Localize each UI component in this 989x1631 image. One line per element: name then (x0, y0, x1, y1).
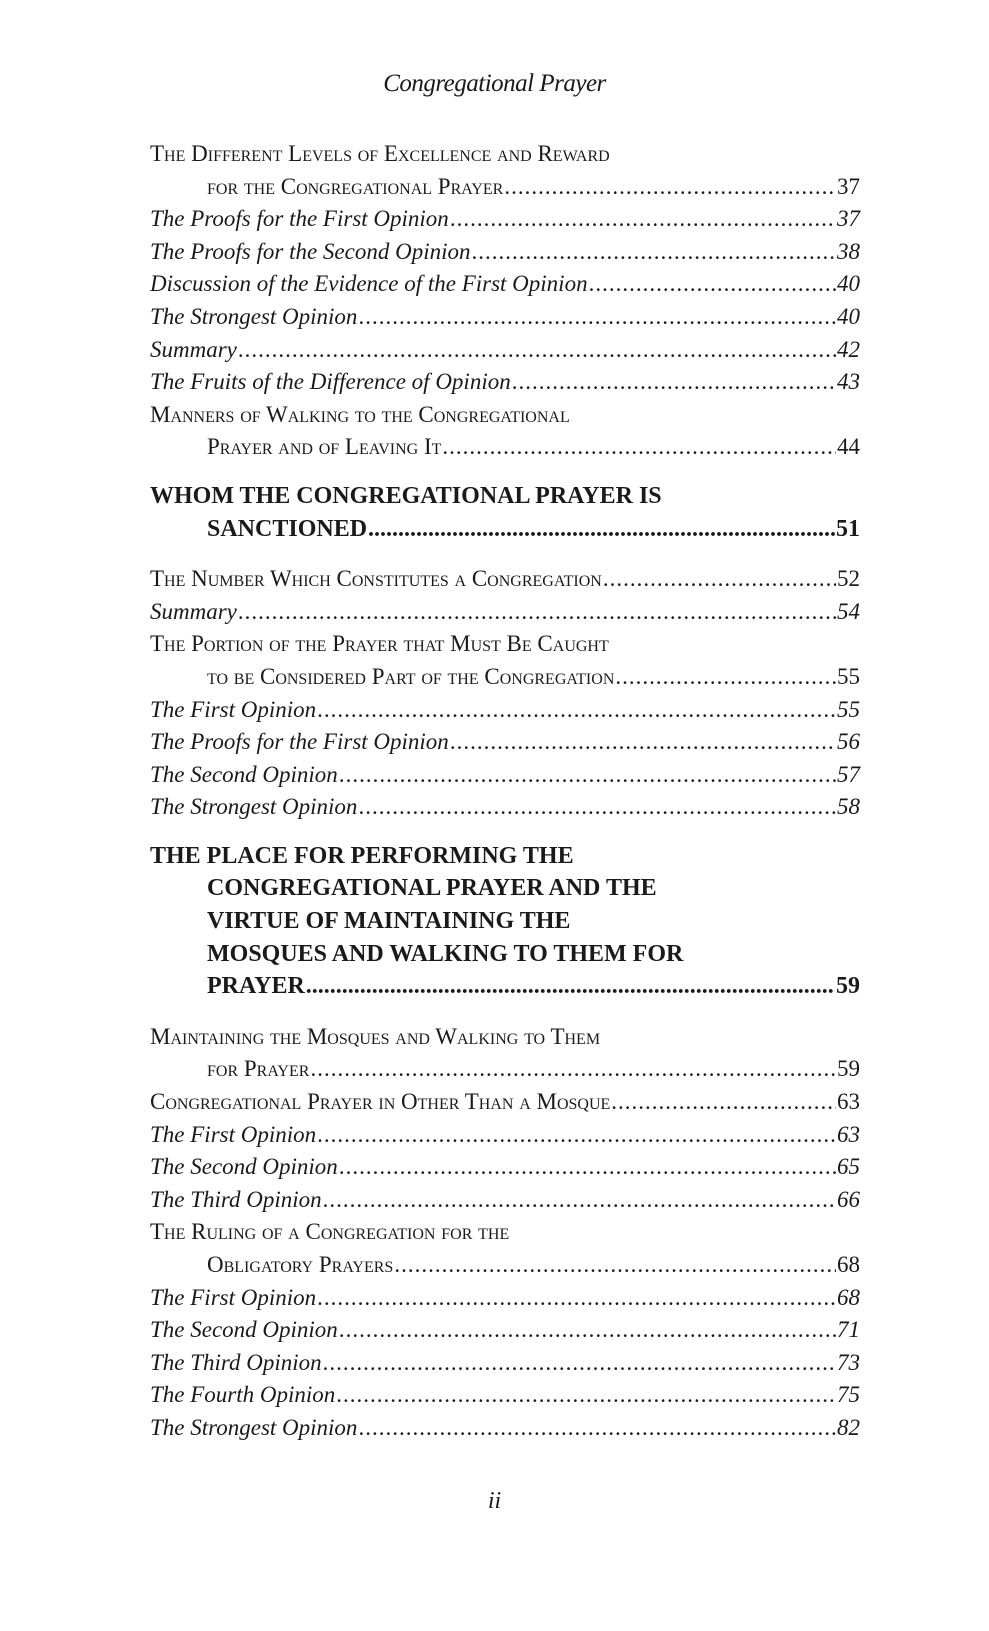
dot-leader (238, 596, 836, 629)
toc-entry-title: The Proofs for the First Opinion (150, 206, 449, 232)
dot-leader (589, 268, 836, 301)
toc-entry-title: Maintaining the Mosques and Walking to Them (150, 1023, 601, 1049)
toc-page-number: 37 (837, 173, 860, 199)
toc-entry-line (150, 1412, 860, 1445)
table-of-contents (150, 138, 860, 1445)
toc-entry-line (150, 1347, 860, 1380)
dot-leader (615, 661, 836, 694)
toc-entry-line (150, 513, 860, 546)
toc-entry[interactable] (150, 1119, 860, 1152)
toc-entry-line (150, 872, 860, 905)
toc-entry-title: for the Congregational Prayer (207, 173, 504, 199)
toc-page-number: 63 (837, 1121, 860, 1147)
toc-entry-title: The Proofs for the Second Opinion (150, 238, 471, 264)
toc-chapter-entry[interactable] (150, 840, 860, 1003)
toc-entry-title: CONGREGATIONAL PRAYER AND THE (207, 875, 657, 902)
toc-entry-title: The Ruling of a Congregation for the (150, 1219, 510, 1245)
dot-leader (358, 301, 836, 334)
toc-page-number: 63 (837, 1089, 860, 1115)
toc-page-number: 37 (837, 206, 860, 232)
toc-entry-title: Summary (150, 598, 237, 624)
toc-entry[interactable] (150, 399, 860, 464)
toc-entry-line (150, 628, 860, 661)
toc-entry-line (150, 268, 860, 301)
dot-leader (471, 236, 836, 269)
dot-leader (317, 1282, 836, 1315)
toc-entry-line (150, 1086, 860, 1119)
toc-page-number: 82 (837, 1414, 860, 1440)
toc-page-number: 54 (837, 598, 860, 624)
toc-entry[interactable] (150, 1347, 860, 1380)
toc-page-number: 68 (837, 1252, 860, 1277)
toc-entry-line (150, 301, 860, 334)
toc-entry-line (150, 759, 860, 792)
toc-entry-title: for Prayer (207, 1056, 310, 1082)
toc-entry-title: to be Considered Part of the Congregation (207, 663, 615, 689)
toc-entry-title: The First Opinion (150, 1121, 317, 1147)
toc-entry[interactable] (150, 1282, 860, 1315)
toc-page-number: 42 (837, 336, 860, 362)
toc-entry[interactable] (150, 563, 860, 596)
toc-entry-title: The Proofs for the First Opinion (150, 729, 449, 755)
toc-entry-line (150, 596, 860, 629)
toc-entry[interactable] (150, 791, 860, 824)
toc-page-number: 68 (837, 1284, 860, 1310)
toc-entry[interactable] (150, 236, 860, 269)
toc-entry-title: Manners of Walking to the Congregational (150, 401, 570, 427)
toc-entry-line (150, 236, 860, 269)
toc-entry-line (150, 1151, 860, 1184)
toc-entry-line (150, 1053, 860, 1086)
dot-leader (611, 1086, 836, 1119)
dot-leader (336, 1379, 836, 1412)
dot-leader (450, 203, 836, 236)
toc-entry[interactable] (150, 268, 860, 301)
toc-entry[interactable] (150, 366, 860, 399)
toc-entry-line (150, 171, 860, 204)
dot-leader (317, 1119, 836, 1152)
page-number: ii (487, 1488, 502, 1514)
toc-entry[interactable] (150, 1379, 860, 1412)
toc-entry-title: THE PLACE FOR PERFORMING THE (150, 842, 574, 869)
toc-entry-title: The Third Opinion (150, 1186, 322, 1212)
dot-leader (323, 1184, 836, 1217)
toc-page-number: 40 (837, 303, 860, 329)
toc-entry[interactable] (150, 596, 860, 629)
toc-page-number: 58 (837, 794, 860, 820)
toc-entry-line (150, 1379, 860, 1412)
dot-leader (368, 513, 835, 546)
toc-entry-title: The Second Opinion (150, 1317, 338, 1343)
toc-page-number: 52 (837, 566, 860, 592)
toc-entry-line (150, 563, 860, 596)
toc-entry-line (150, 366, 860, 399)
toc-entry-line (150, 1216, 860, 1249)
toc-page-number: 65 (837, 1154, 860, 1180)
dot-leader (442, 431, 836, 464)
toc-entry-title: The Portion of the Prayer that Must Be Caught (150, 631, 609, 657)
toc-entry-title: The Strongest Opinion (150, 303, 358, 329)
toc-entry[interactable] (150, 1412, 860, 1445)
toc-entry-line (150, 694, 860, 727)
toc-entry[interactable] (150, 301, 860, 334)
toc-page-number: 43 (837, 369, 860, 395)
dot-leader (603, 563, 836, 596)
toc-entry[interactable] (150, 726, 860, 759)
toc-entry-line (150, 203, 860, 236)
running-head: Congregational Prayer (383, 70, 606, 97)
toc-entry-title: The First Opinion (150, 1284, 317, 1310)
toc-entry-line (150, 1314, 860, 1347)
toc-entry-title: Summary (150, 336, 237, 362)
dot-leader (323, 1347, 836, 1380)
toc-page-number: 55 (837, 663, 860, 689)
toc-entry[interactable] (150, 1021, 860, 1086)
dot-leader (358, 791, 836, 824)
toc-entry[interactable] (150, 138, 860, 203)
toc-entry-line (150, 334, 860, 367)
toc-page-number: 59 (837, 1056, 860, 1082)
toc-entry-line (150, 138, 860, 171)
toc-entry[interactable] (150, 1216, 860, 1281)
toc-page-number: 44 (837, 434, 860, 460)
dot-leader (310, 1053, 836, 1086)
toc-entry-line (150, 480, 860, 513)
toc-entry-title: The Number Which Constitutes a Congregation (150, 566, 602, 592)
toc-entry-title: The Different Levels of Excellence and Reward (150, 141, 610, 166)
toc-entry-title: Prayer and of Leaving It (207, 434, 442, 460)
dot-leader (358, 1412, 836, 1445)
toc-page-number: 56 (837, 729, 860, 755)
toc-page-number: 57 (837, 761, 860, 787)
dot-leader (450, 726, 836, 759)
toc-page-number: 71 (837, 1317, 860, 1343)
toc-page-number: 59 (836, 973, 860, 1000)
toc-page-number: 51 (836, 515, 860, 542)
dot-leader (339, 759, 836, 792)
toc-chapter-entry[interactable] (150, 480, 860, 545)
toc-entry[interactable] (150, 1086, 860, 1119)
toc-entry-line (150, 791, 860, 824)
toc-entry-title: MOSQUES AND WALKING TO THEM FOR (207, 940, 684, 967)
toc-entry-line (150, 1249, 860, 1282)
toc-entry-title: WHOM THE CONGREGATIONAL PRAYER IS (150, 482, 662, 509)
toc-entry[interactable] (150, 1314, 860, 1347)
toc-entry-title: The First Opinion (150, 696, 317, 722)
toc-entry-line (150, 840, 860, 873)
toc-page-number: 38 (837, 238, 860, 264)
toc-entry[interactable] (150, 1184, 860, 1217)
toc-entry-title: SANCTIONED (207, 515, 368, 542)
toc-page-number: 66 (837, 1186, 860, 1212)
toc-entry-title: VIRTUE OF MAINTAINING THE (207, 908, 571, 935)
toc-page-number: 40 (837, 271, 860, 297)
toc-entry-title: The Strongest Opinion (150, 1414, 358, 1440)
toc-entry-title: The Third Opinion (150, 1349, 322, 1375)
toc-entry-line (150, 726, 860, 759)
toc-page-number: 73 (837, 1349, 860, 1375)
toc-entry-line (150, 1119, 860, 1152)
toc-entry-title: Discussion of the Evidence of the First Opinion (150, 271, 588, 297)
dot-leader (306, 970, 835, 1003)
toc-entry-title: Obligatory Prayers (207, 1252, 394, 1277)
toc-entry-title: The Second Opinion (150, 761, 338, 787)
toc-entry-title: The Fruits of the Difference of Opinion (150, 369, 511, 395)
toc-entry[interactable] (150, 628, 860, 693)
toc-page-number: 55 (837, 696, 860, 722)
toc-entry-title: The Second Opinion (150, 1154, 338, 1180)
toc-entry-line (150, 938, 860, 971)
dot-leader (512, 366, 836, 399)
toc-entry-title: The Strongest Opinion (150, 794, 358, 820)
dot-leader (504, 171, 836, 204)
toc-entry[interactable] (150, 334, 860, 367)
toc-entry[interactable] (150, 1151, 860, 1184)
dot-leader (394, 1249, 836, 1282)
dot-leader (317, 694, 836, 727)
toc-entry-line (150, 431, 860, 464)
dot-leader (339, 1151, 836, 1184)
toc-entry[interactable] (150, 694, 860, 727)
toc-entry-line (150, 1282, 860, 1315)
dot-leader (339, 1314, 836, 1347)
toc-entry-line (150, 661, 860, 694)
toc-entry[interactable] (150, 203, 860, 236)
toc-entry-title: The Fourth Opinion (150, 1382, 336, 1408)
toc-entry-title: PRAYER (207, 973, 305, 1000)
dot-leader (238, 334, 836, 367)
toc-entry-line (150, 1184, 860, 1217)
toc-entry[interactable] (150, 759, 860, 792)
toc-entry-line (150, 905, 860, 938)
toc-entry-line (150, 1021, 860, 1054)
toc-page-number: 75 (837, 1382, 860, 1408)
toc-entry-title: Congregational Prayer in Other Than a Mosque (150, 1089, 611, 1115)
toc-entry-line (150, 399, 860, 432)
toc-entry-line (150, 970, 860, 1003)
